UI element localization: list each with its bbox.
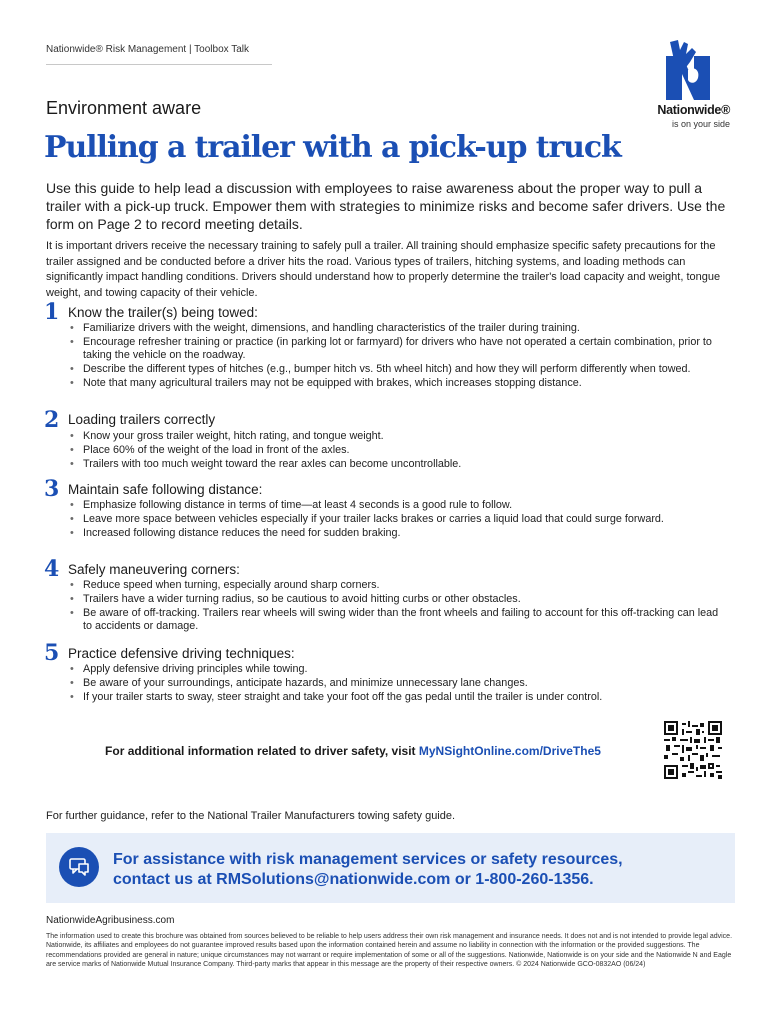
list-item: • Place 60% of the weight of the load in front of the axles.: [68, 444, 728, 457]
header-eyebrow: Nationwide® Risk Management | Toolbox Talk: [46, 44, 250, 55]
list-item: • Leave more space between vehicles especially if your trailer lacks brakes or carries a liquid load that could surge forward.: [68, 513, 728, 526]
more-info-label: For additional information related to driver safety, visit: [105, 744, 419, 758]
further-guidance-text: For further guidance, refer to the National Trailer Manufacturers towing safety guide.: [46, 810, 456, 822]
list-item: • Emphasize following distance in terms of time—at least 4 seconds is a good rule to follow.: [68, 499, 728, 512]
list-item: • Familiarize drivers with the weight, dimensions, and handling characteristics of the trailer during training.: [68, 322, 728, 335]
qr-code-icon[interactable]: [664, 721, 722, 779]
section-heading: Safely maneuvering corners:: [68, 562, 240, 577]
drive-the-5-link[interactable]: MyNSightOnline.com/DriveThe5: [418, 744, 601, 758]
body-paragraph: It is important drivers receive the necessary training to safely pull a trailer. All training should emphasize specific safety precautions for the trailer assigned and be conducted before a driver hits the road. Various types of trailers, hitching systems, and loading methods can significantly impact handling conditions. Drivers should understand how to properly determine the trailer's load capacity and weight, tongue weight, and towing capacity of their vehicle.: [46, 240, 721, 299]
contact-callout-text: [113, 850, 713, 890]
bullet-list: [68, 322, 728, 391]
section-heading: Practice defensive driving techniques:: [68, 646, 295, 661]
list-item: • If your trailer starts to sway, steer straight and take your foot off the gas pedal until the trailer is under control.: [68, 691, 728, 704]
list-item: • Be aware of off-tracking. Trailers rear wheels will swing wider than the front wheels and failing to account for this off-tracking can lead to accidents or damage.: [68, 607, 728, 633]
section-heading: Loading trailers correctly: [68, 412, 216, 427]
list-item: • Trailers with too much weight toward the rear axles can become uncontrollable.: [68, 458, 728, 471]
page-title: Pulling a trailer with a pick-up truck: [44, 130, 621, 165]
list-item: • Trailers have a wider turning radius, so be cautious to avoid hitting curbs or other obstacles.: [68, 593, 728, 606]
list-item: • Be aware of your surroundings, anticipate hazards, and minimize unnecessary lane changes.: [68, 677, 728, 690]
section-number: 2: [44, 407, 60, 433]
header-divider: [46, 64, 272, 65]
bullet-list: [68, 499, 728, 541]
list-item: • Increased following distance reduces the need for sudden braking.: [68, 527, 728, 540]
section-heading: Know the trailer(s) being towed:: [68, 305, 258, 320]
bullet-list: [68, 663, 728, 705]
list-item: • Describe the different types of hitches (e.g., bumper hitch vs. 5th wheel hitch) and how they will perform differently when towed.: [68, 363, 728, 376]
bullet-list: [68, 430, 728, 472]
section-heading: Maintain safe following distance:: [68, 482, 263, 497]
contact-line-2[interactable]: contact us at RMSolutions@nationwide.com or 1-800-260-1356.: [113, 871, 594, 888]
contact-line-1: For assistance with risk management services or safety resources,: [113, 851, 623, 868]
logo-tagline: is on your side: [671, 119, 730, 129]
list-item: • Know your gross trailer weight, hitch rating, and tongue weight.: [68, 430, 728, 443]
footer-website[interactable]: NationwideAgribusiness.com: [46, 915, 175, 926]
intro-paragraph: Use this guide to help lead a discussion with employees to raise awareness about the proper way to pull a trailer with a pick-up truck. Empower them with strategies to minimize risks and become safer drivers. Use the form on Page 2 to record meeting details.: [46, 180, 726, 232]
logo-wordmark: Nationwide®: [657, 103, 730, 117]
list-item: • Apply defensive driving principles while towing.: [68, 663, 728, 676]
footer-disclaimer: The information used to create this brochure was obtained from sources believed to be reliable to help users address their own risk management and insurance needs. It does not and is not intended to provide legal advice. Nationwide, its affiliates and employees do not guarantee improved results based upon the information contained herein and assume no liability in connection with the information or the provided suggestions. The recommendations provided are general in nature; unique circumstances may not warrant or require implementation of some or all of the suggestions. Nationwide, Nationwide is on your side and the Nationwide N and Eagle are service marks of Nationwide Mutual Insurance Company. Third-party marks that appear in this message are the property of their respective owners. © 2024 Nationwide GCO-0832AO (06/24): [46, 933, 733, 969]
list-item: • Note that many agricultural trailers may not be equipped with brakes, which increases stopping distance.: [68, 377, 728, 390]
section-number: 5: [44, 640, 60, 666]
list-item: • Encourage refresher training or practice (in parking lot or farmyard) for drivers who have not operated a certain combination, prior to taking the vehicle on the roadway.: [68, 336, 728, 362]
bullet-list: [68, 579, 728, 634]
section-number: 3: [44, 476, 60, 502]
more-info-text: [46, 744, 660, 758]
chat-bubbles-icon: [59, 847, 99, 887]
category-label: Environment aware: [46, 98, 202, 118]
section-number: 1: [44, 299, 60, 325]
section-number: 4: [44, 556, 60, 582]
list-item: • Reduce speed when turning, especially around sharp corners.: [68, 579, 728, 592]
